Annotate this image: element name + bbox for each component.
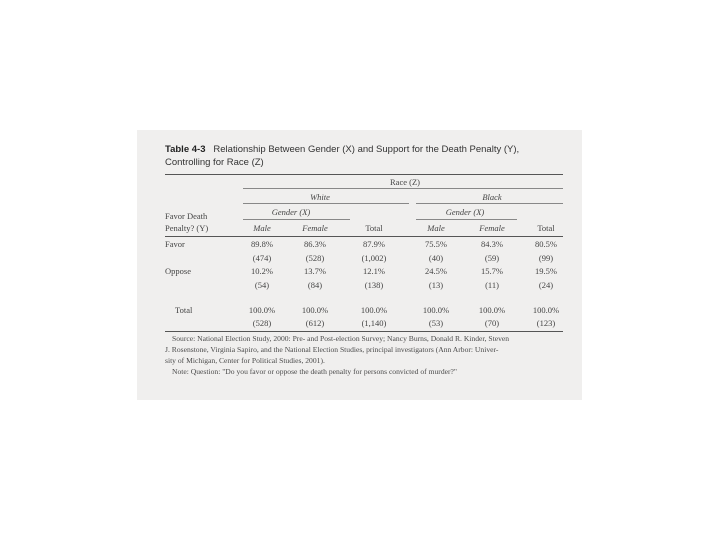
table-cell: (123) [536,318,556,328]
white-header: White [310,192,330,202]
table-cell: (53) [428,318,444,328]
table-cell: (138) [364,280,384,290]
white-gender-header: Gender (X) [271,207,311,217]
col-total-black: Total [537,223,555,233]
table-cell: 86.3% [304,239,326,249]
white-gender-rule [243,219,350,220]
table-cell: 100.0% [301,305,329,315]
table-cell: (70) [484,318,500,328]
table-note: Note: Question: "Do you favor or oppose the death penalty for persons convicted of murder?" [172,367,457,376]
table-cell: 100.0% [478,305,506,315]
table-cell: 100.0% [422,305,450,315]
header-rule [165,236,563,237]
table-cell: (1,140) [361,318,387,328]
table-title-line1: Relationship Between Gender (X) and Support for the Death Penalty (Y), [213,144,520,155]
table-title [165,143,519,169]
col-male-white: Male [253,223,271,233]
bottom-rule [165,331,563,332]
table-cell: 100.0% [248,305,276,315]
table-cell: 89.8% [251,239,273,249]
table-cell: 75.5% [425,239,447,249]
table-cell: (528) [305,253,325,263]
col-total-white: Total [365,223,383,233]
table-cell: (13) [428,280,444,290]
table-number: Table 4-3 [165,144,206,155]
table-cell: (528) [252,318,272,328]
table-cell: 84.3% [481,239,503,249]
race-rule [243,188,563,189]
table-cell: (474) [252,253,272,263]
black-rule [416,203,563,204]
table-cell: 15.7% [481,266,503,276]
black-gender-header: Gender (X) [445,207,485,217]
top-rule [165,174,563,175]
row-label-total: Total [175,305,193,315]
source-line3: sity of Michigan, Center for Political Studies, 2001). [165,356,325,365]
table-cell: 100.0% [360,305,388,315]
table-cell: 12.1% [363,266,385,276]
table-cell: 10.2% [251,266,273,276]
table-cell: (54) [254,280,270,290]
table-cell: 80.5% [535,239,557,249]
table-cell: 100.0% [532,305,560,315]
row-header-line1: Favor Death [165,211,208,221]
table-title-line2: Controlling for Race (Z) [165,157,264,168]
table-cell: 87.9% [363,239,385,249]
col-female-black: Female [479,223,505,233]
table-cell: (11) [485,280,499,290]
table-cell: (59) [484,253,500,263]
black-header: Black [482,192,502,202]
table-cell: (612) [305,318,325,328]
table-cell: (24) [538,280,554,290]
table-cell: (1,002) [361,253,387,263]
col-female-white: Female [302,223,328,233]
white-rule [243,203,409,204]
row-label-oppose: Oppose [165,266,191,276]
source-line1: Source: National Election Study, 2000: Pre- and Post-election Survey; Nancy Burns, Donald R. Kinder, Steven [172,334,510,343]
table-cell: 24.5% [425,266,447,276]
col-male-black: Male [427,223,445,233]
table-cell: (84) [307,280,323,290]
row-label-favor: Favor [165,239,185,249]
black-gender-rule [416,219,517,220]
table-cell: 13.7% [304,266,326,276]
race-header: Race (Z) [390,177,420,187]
source-line2: J. Rosenstone, Virginia Sapiro, and the National Election Studies, principal investigators (Ann Arbor: Univer- [165,345,499,354]
table-cell: (40) [428,253,444,263]
table-cell: (99) [538,253,554,263]
table-cell: 19.5% [535,266,557,276]
row-header-line2: Penalty? (Y) [165,223,209,233]
